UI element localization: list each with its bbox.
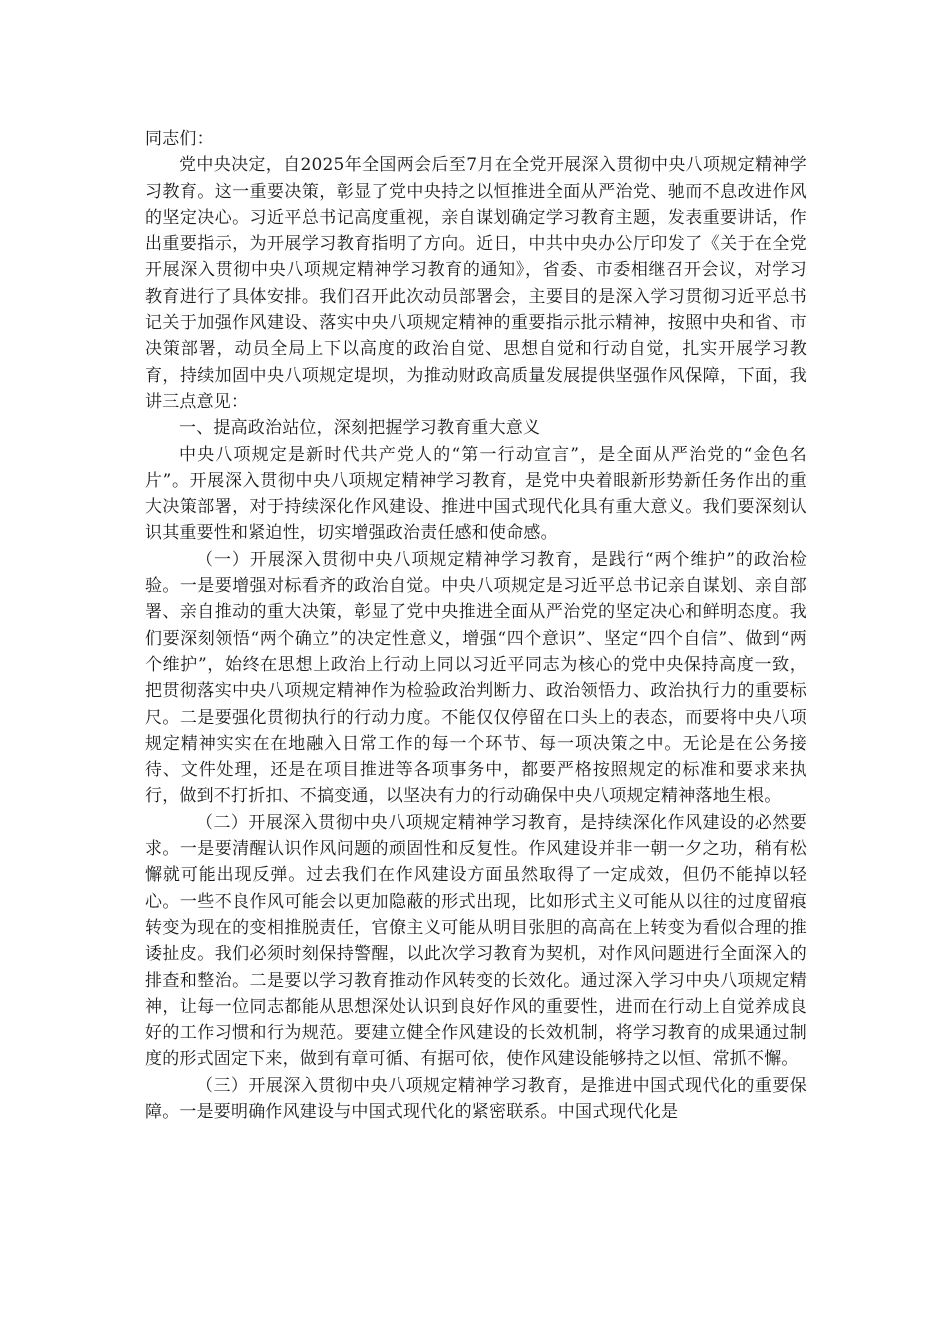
section-heading-1: 一、提高政治站位，深刻把握学习教育重大意义	[179, 418, 541, 439]
point-2-paragraph: （二）开展深入贯彻中央八项规定精神学习教育，是持续深化作风建设的必然要求。一是要清醒认识作风问题的顽固性和反复性。作风建设并非一朝一夕之功，稍有松懈就可能出现反弹。过去我们在作风建设方面虽然取得了一定成效，但仍不能掉以轻心。一些不良作风可能会以更加隐蔽的形式出现，比如形式主义可能从以往的过度留痕转变为现在的变相推脱责任，官僚主义可能从明目张胆的高高在上转变为看似合理的推诿扯皮。我们必须时刻保持警醒，以此次学习教育为契机，对作风问题进行全面深入的排查和整治。二是要以学习教育推动作风转变的长效化。通过深入学习中央八项规定精神，让每一位同志都能从思想深处认识到良好作风的重要性，进而在行动上自觉养成良好的工作习惯和行为规范。要建立健全作风建设的长效机制，将学习教育的成果通过制度的形式固定下来，做到有章可循、有据可依，使作风建设能够持之以恒、常抓不懈。	[145, 812, 807, 1070]
section-1-intro: 中央八项规定是新时代共产党人的“第一行动宣言”，是全面从严治党的“金色名片”。开展深入贯彻中央八项规定精神学习教育，是党中央着眼新形势新任务作出的重大决策部署，对于持续深化作风建设、推进中国式现代化具有重大意义。我们要深刻认识其重要性和紧迫性，切实增强政治责任感和使命感。	[145, 444, 807, 544]
document-body	[145, 126, 807, 1125]
point-3-paragraph: （三）开展深入贯彻中央八项规定精神学习教育，是推进中国式现代化的重要保障。一是要明确作风建设与中国式现代化的紧密联系。中国式现代化是	[145, 1075, 807, 1122]
salutation: 同志们：	[145, 129, 214, 149]
intro-paragraph: 党中央决定，自2025年全国两会后至7月在全党开展深入贯彻中央八项规定精神学习教育。这一重要决策，彰显了党中央持之以恒推进全面从严治党、驰而不息改进作风的坚定决心。习近平总书记高度重视，亲自谋划确定学习教育主题，发表重要讲话，作出重要指示，为开展学习教育指明了方向。近日，中共中央办公厅印发了《关于在全党开展深入贯彻中央八项规定精神学习教育的通知》，省委、市委相继召开会议，对学习教育进行了具体安排。我们召开此次动员部署会，主要目的是深入学习贯彻习近平总书记关于加强作风建设、落实中央八项规定精神的重要指示批示精神，按照中央和省、市决策部署，动员全局上下以高度的政治自觉、思想自觉和行动自觉，扎实开展学习教育，持续加固中央八项规定堤坝，为推动财政高质量发展提供坚强作风保障，下面，我讲三点意见：	[145, 155, 807, 412]
point-1-paragraph: （一）开展深入贯彻中央八项规定精神学习教育，是践行“两个维护”的政治检验。一是要增强对标看齐的政治自觉。中央八项规定是习近平总书记亲自谋划、亲自部署、亲自推动的重大决策，彰显了党中央推进全面从严治党的坚定决心和鲜明态度。我们要深刻领悟“两个确立”的决定性意义，增强“四个意识”、坚定“四个自信”、做到“两个维护”，始终在思想上政治上行动上同以习近平同志为核心的党中央保持高度一致，把贯彻落实中央八项规定精神作为检验政治判断力、政治领悟力、政治执行力的重要标尺。二是要强化贯彻执行的行动力度。不能仅仅停留在口头上的表态，而要将中央八项规定精神实实在在地融入日常工作的每一个环节、每一项决策之中。无论是在公务接待、文件处理，还是在项目推进等各项事务中，都要严格按照规定的标准和要求来执行，做到不打折扣、不搞变通，以坚决有力的行动确保中央八项规定精神落地生根。	[145, 549, 807, 807]
